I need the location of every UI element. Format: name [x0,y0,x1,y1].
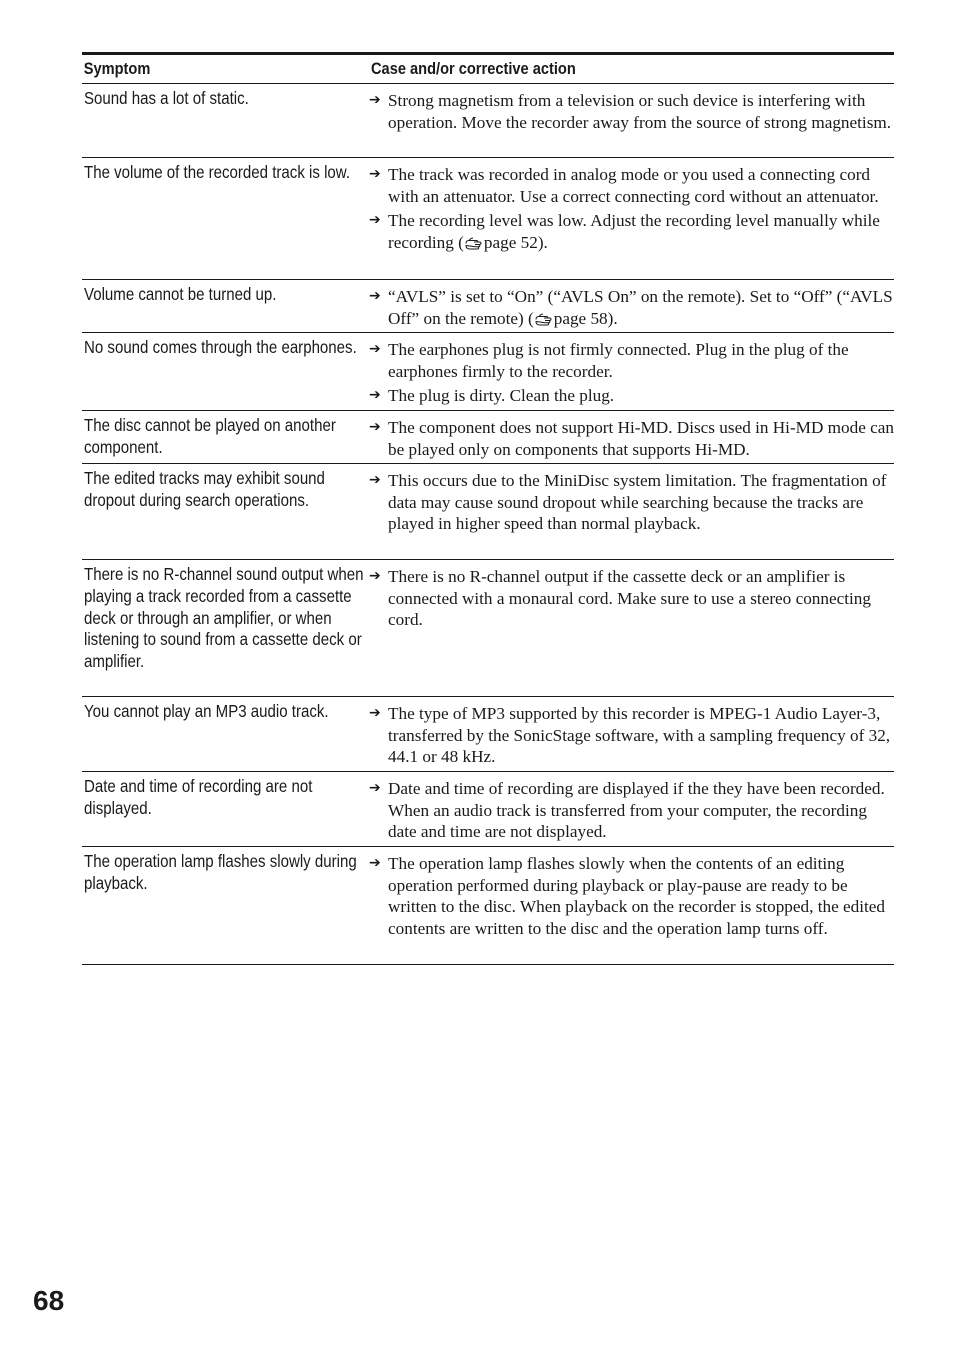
action-item: ➔ The plug is dirty. Clean the plug. [369,386,615,406]
table-row [82,411,894,464]
action-item [369,286,894,329]
arrow-icon: ➔ [369,212,381,229]
table-row [82,158,894,280]
action-item: ➔ The type of MP3 supported by this recorder is MPEG-1 Audio Layer-3, transferred by the SonicStage software, with a sampling frequency of 32, 44.1 or 48 kHz. [369,704,891,767]
symptom-cell: The edited tracks may exhibit sound dropout during search operations. [84,468,325,510]
action-cell [369,84,894,157]
action-cell [369,333,894,410]
symptom-cell: You cannot play an MP3 audio track. [84,701,329,721]
symptom-cell: Sound has a lot of static. [84,88,249,108]
page-number: 68 [33,1285,65,1316]
arrow-icon: ➔ [369,568,381,584]
symptom-column-header: Symptom [83,59,151,78]
action-item: ➔ The operation lamp flashes slowly when the contents of an editing operation performed during playback or play-pause are ready to be written to the disc. When playback on the recorder is stopped, the edited contents are written to the disc and the operation lamp turns off. [369,854,886,938]
table-row [82,333,894,411]
action-text-with-ref: “AVLS” is set to “On” (“AVLS On” on the remote). Set to “Off” (“AVLS Off” on the remote) ( page 58). [388,287,893,328]
pointing-hand-icon [465,234,482,247]
table-row [82,280,894,333]
symptom-cell: The disc cannot be played on another component. [84,415,336,457]
symptom-cell: Date and time of recording are not displayed. [84,776,313,818]
symptom-cell: The operation lamp flashes slowly during playback. [84,851,357,893]
symptom-cell: There is no R-channel sound output when playing a track recorded from a cassette deck or through an amplifier, or when listening to sound from a cassette deck or amplifier. [84,564,364,672]
action-cell [369,697,894,771]
action-item: ➔ There is no R-channel output if the cassette deck or an amplifier is connected with a monaural cord. Make sure to use a stereo connecting cord. [369,567,871,630]
troubleshooting-table [82,52,894,965]
action-cell [369,411,894,463]
action-item: ➔ The component does not support Hi-MD. Discs used in Hi-MD mode can be played only on components that supports Hi-MD. [369,418,894,459]
table-row [82,464,894,560]
action-item: ➔ Date and time of recording are displayed if the they have been recorded. When an audio track is transferred from your computer, the recording date and time are not displayed. [369,779,885,842]
action-item: ➔ The earphones plug is not firmly connected. Plug in the plug of the earphones firmly to the recorder. [369,340,849,381]
action-cell [369,847,894,964]
action-item [369,210,894,253]
table-row [82,772,894,847]
arrow-icon: ➔ [369,166,381,182]
pointing-hand-icon [535,310,552,323]
symptom-cell: The volume of the recorded track is low. [84,162,351,182]
table-row [82,697,894,772]
arrow-icon: ➔ [369,387,381,404]
action-item: ➔ The track was recorded in analog mode or you used a connecting cord with an attenuator. Use a correct connecting cord without an attenuator. [369,165,879,206]
action-cell [369,560,894,696]
arrow-icon: ➔ [369,288,381,304]
action-cell [369,772,894,846]
arrow-icon: ➔ [369,419,381,435]
arrow-icon: ➔ [369,705,381,721]
table-row [82,560,894,697]
action-column-header: Case and/or corrective action [371,59,576,78]
arrow-icon: ➔ [369,92,381,108]
arrow-icon: ➔ [369,341,381,357]
action-item: ➔ Strong magnetism from a television or such device is interfering with operation. Move the recorder away from the source of strong magnetism. [369,91,892,132]
action-item: ➔ This occurs due to the MiniDisc system limitation. The fragmentation of data may cause sound dropout while searching because the tracks are played in higher speed than normal playback. [369,471,887,534]
arrow-icon: ➔ [369,780,381,796]
arrow-icon: ➔ [369,855,381,871]
symptom-cell: Volume cannot be turned up. [84,284,277,304]
action-cell [369,158,894,279]
action-cell [369,280,894,332]
table-header [82,55,894,84]
table-row [82,84,894,158]
arrow-icon: ➔ [369,472,381,488]
action-cell [369,464,894,559]
table-row [82,847,894,965]
symptom-cell: No sound comes through the earphones. [84,337,357,357]
action-text-with-ref: The recording level was low. Adjust the recording level manually while recording ( page 52). [388,211,880,252]
